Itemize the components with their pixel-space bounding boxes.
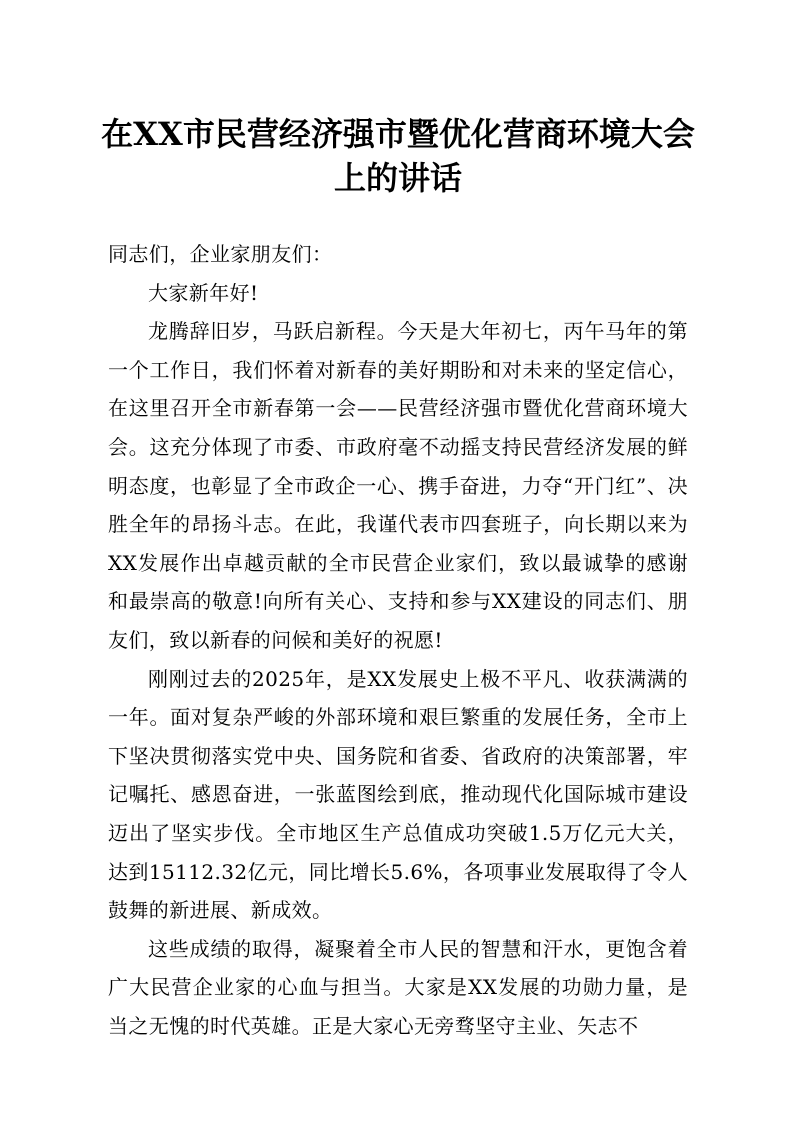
paragraph-review-2025: 刚刚过去的2025年，是XX发展史上极不平凡、收获满满的一年。面对复杂严峻的外部环境和艰巨繁重的发展任务，全市上下坚决贯彻落实党中央、国务院和省委、省政府的决策部署，牢记嘱托、感恩奋进，一张蓝图绘到底，推动现代化国际城市建设迈出了坚实步伐。全市地区生产总值成功突破1.5万亿元大关，达到15112.32亿元，同比增长5.6%，各项事业发展取得了令人鼓舞的新进展、新成效。 <box>108 666 688 923</box>
paragraph-opening: 龙腾辞旧岁，马跃启新程。今天是大年初七，丙午马年的第一个工作日，我们怀着对新春的美好期盼和对未来的坚定信心，在这里召开全市新春第一会——民营经济强市暨优化营商环境大会。这充分体现了市委、市政府毫不动摇支持民营经济发展的鲜明态度，也彰显了全市政企一心、携手奋进，力夺“开门红”、决胜全年的昂扬斗志。在此，我谨代表市四套班子，向长期以来为XX发展作出卓越贡献的全市民营企业家们，致以最诚挚的感谢和最崇高的敬意!向所有关心、支持和参与XX建设的同志们、朋友们，致以新春的问候和美好的祝愿! <box>108 319 688 652</box>
paragraph-achievements: 这些成绩的取得，凝聚着全市人民的智慧和汗水，更饱含着广大民营企业家的心血与担当。大家是XX发展的功勋力量，是当之无愧的时代英雄。正是大家心无旁骛坚守主业、矢志不 <box>108 936 688 1038</box>
paragraph-greeting: 大家新年好! <box>148 280 259 305</box>
document-body <box>108 235 688 1045</box>
salutation: 同志们，企业家朋友们： <box>108 242 333 266</box>
document-title: 在XX市民营经济强市暨优化营商环境大会上的讲话 <box>101 115 695 197</box>
